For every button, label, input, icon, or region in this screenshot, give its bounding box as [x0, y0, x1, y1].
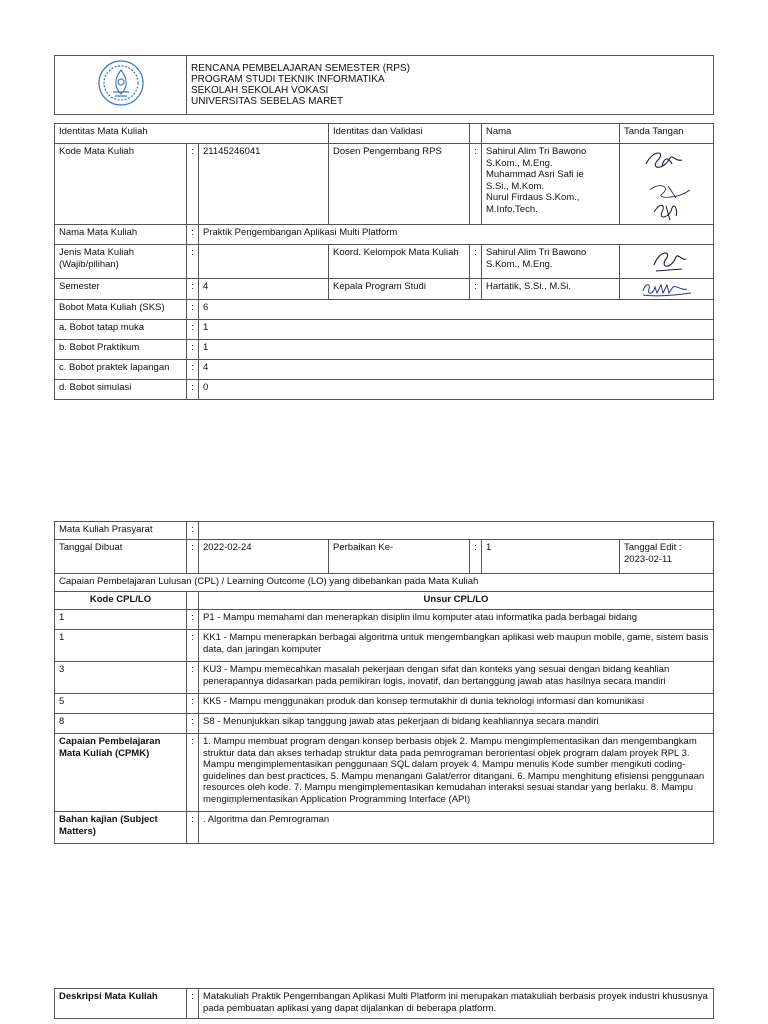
dosen-name-line: S.Si., M.Kom.	[486, 180, 545, 192]
colon: :	[187, 279, 199, 300]
nama-mk-value: Praktik Pengembangan Aplikasi Multi Platform	[199, 225, 714, 245]
colon: :	[470, 279, 482, 300]
prereq-table	[54, 521, 714, 844]
koord-signature	[620, 245, 714, 279]
tanggal-value: 2022-02-24	[199, 540, 329, 574]
perbaikan-value: 1	[482, 540, 620, 574]
cpl-kode: 5	[55, 694, 187, 714]
kode-value: 21145246041	[199, 144, 329, 225]
table-row	[55, 714, 714, 734]
colon: :	[187, 630, 199, 662]
kode-label: Kode Mata Kuliah	[55, 144, 187, 225]
colon: :	[187, 610, 199, 630]
jenis-label-line: Jenis Mata Kuliah	[59, 247, 134, 258]
rps-title: RENCANA PEMBELAJARAN SEMESTER (RPS)	[191, 63, 410, 74]
table-row	[55, 694, 714, 714]
program-name: PROGRAM STUDI TEKNIK INFORMATIKA	[191, 74, 385, 85]
unsur-cpl-header: Unsur CPL/LO	[199, 592, 714, 610]
colon: :	[470, 540, 482, 574]
colon: :	[187, 989, 199, 1019]
bahan-kajian-label: Bahan kajian (Subject Matters)	[55, 812, 187, 844]
tanggal-label: Tanggal Dibuat	[55, 540, 187, 574]
semester-value: 4	[199, 279, 329, 300]
koord-names	[482, 245, 620, 279]
university-name: UNIVERSITAS SEBELAS MARET	[191, 96, 344, 107]
kaprodi-name: Hartatik, S.Si., M.Si.	[482, 279, 620, 300]
table-row	[55, 610, 714, 630]
prasyarat-value	[199, 522, 714, 540]
cpl-kode: 3	[55, 662, 187, 694]
signature-icon	[632, 146, 702, 222]
tanggal-edit	[620, 540, 714, 574]
cpmk-value: 1. Mampu membuat program dengan konsep berbasis objek 2. Mampu mengimplementasikan dan mengembangkam struktur data dan akses terhadap struktur data pada pemrograman berorientasi objek program dalam proyek RPL 3. Mampu mengimplementasikan penggunaan SQL dalam proyek 4. Mampu menulis Kode sumber mengikuti coding-guidelines dan best practices. 5. Mampu menangani Galat/error ditangani. 6. Mampu menghitung efisiensi penggunaan resources oleh kode. 7. Mampu mengimplementasikan kemudahan interaksi sesuai standar yang berlaku. 8. Mampu mengimplementasikan Application Programming Interface (API)	[199, 734, 714, 812]
koord-name-line: S.Kom., M.Eng.	[486, 258, 553, 270]
colon: :	[187, 662, 199, 694]
praktikum-value: 1	[199, 340, 714, 360]
cpl-heading: Capaian Pembelajaran Lulusan (CPL) / Learning Outcome (LO) yang dibebankan pada Mata Kuliah	[55, 574, 714, 592]
col-tanda-tangan: Tanda Tangan	[620, 124, 714, 144]
col-identitas-mk: Identitas Mata Kuliah	[55, 124, 329, 144]
university-seal-icon	[95, 58, 147, 108]
colon: :	[187, 360, 199, 380]
dosen-name-line: Sahirul Alim Tri Bawono	[486, 146, 587, 157]
empty-cell	[187, 592, 199, 610]
dosen-name-line: Muhammad Asri Safi ie	[486, 169, 584, 180]
praktikum-label: b. Bobot Praktikum	[55, 340, 187, 360]
cpl-unsur: KK5 - Mampu menggunakan produk dan konsep termutakhir di dunia teknologi informasi dan komunikasi	[199, 694, 714, 714]
colon: :	[187, 694, 199, 714]
edit-label: Tanggal Edit :	[624, 542, 682, 553]
rps-title-block	[187, 56, 714, 115]
signature-icon	[642, 247, 692, 275]
identity-table	[54, 123, 714, 400]
tatap-muka-label: a. Bobot tatap muka	[55, 320, 187, 340]
cpl-unsur: KK1 - Mampu menerapkan berbagai algoritma untuk mengembangkan aplikasi web maupun mobile, game, sistem basis data, dan jaringan komputer	[199, 630, 714, 662]
simulasi-value: 0	[199, 380, 714, 400]
colon: :	[187, 300, 199, 320]
jenis-label-line: (Wajib/pilihan)	[59, 258, 119, 270]
tatap-muka-value: 1	[199, 320, 714, 340]
colon: :	[187, 812, 199, 844]
cpl-unsur: KU3 - Mampu memecahkan masalah pekerjaan dengan sifat dan konteks yang sesuai dengan bidang keahlian penerapannya didasarkan pada pemikiran logis, inovatif, dan bertanggung jawab atas hasilnya secara mandiri	[199, 662, 714, 694]
col-nama: Nama	[482, 124, 620, 144]
cpl-kode: 1	[55, 630, 187, 662]
perbaikan-label: Perbaikan Ke-	[329, 540, 470, 574]
colon: :	[470, 144, 482, 225]
dosen-name-line: Nurul Firdaus S.Kom.,	[486, 192, 580, 203]
bahan-kajian-value: . Algoritma dan Pemrograman	[199, 812, 714, 844]
signature-icon	[637, 281, 697, 297]
cpl-unsur: S8 - Menunjukkan sikap tanggung jawab atas pekerjaan di bidang keahliannya secara mandiri	[199, 714, 714, 734]
cpmk-label: Capaian Pembelajaran Mata Kuliah (CPMK)	[55, 734, 187, 812]
lapangan-value: 4	[199, 360, 714, 380]
colon: :	[187, 225, 199, 245]
dosen-name-line: S.Kom., M.Eng.	[486, 157, 553, 169]
school-name: SEKOLAH SEKOLAH VOKASI	[191, 85, 329, 96]
colon: :	[187, 540, 199, 574]
dosen-signatures	[620, 144, 714, 225]
kaprodi-label: Kepala Program Studi	[329, 279, 470, 300]
jenis-label	[55, 245, 187, 279]
sks-value: 6	[199, 300, 714, 320]
dosen-names	[482, 144, 620, 225]
colon: :	[187, 144, 199, 225]
simulasi-label: d. Bobot simulasi	[55, 380, 187, 400]
kode-cpl-header: Kode CPL/LO	[55, 592, 187, 610]
edit-value: 2023-02-11	[624, 553, 672, 565]
nama-mk-label: Nama Mata Kuliah	[55, 225, 187, 245]
colon: :	[187, 734, 199, 812]
header-table	[54, 55, 714, 115]
col-identitas-validasi: Identitas dan Validasi	[329, 124, 470, 144]
logo-cell	[55, 56, 187, 115]
prasyarat-label: Mata Kuliah Prasyarat	[55, 522, 187, 540]
koord-label: Koord. Kelompok Mata Kuliah	[329, 245, 470, 279]
dosen-name-line: M.Info.Tech.	[486, 203, 538, 215]
cpl-unsur: P1 - Mampu memahami dan menerapkan disiplin ilmu komputer atau informatika pada berbagai bidang	[199, 610, 714, 630]
table-row	[55, 630, 714, 662]
description-table	[54, 988, 714, 1019]
colon: :	[187, 714, 199, 734]
colon: :	[187, 522, 199, 540]
cpl-kode: 1	[55, 610, 187, 630]
colon: :	[187, 320, 199, 340]
colon: :	[187, 340, 199, 360]
jenis-value	[199, 245, 329, 279]
cpl-kode: 8	[55, 714, 187, 734]
table-row	[55, 662, 714, 694]
sks-label: Bobot Mata Kuliah (SKS)	[55, 300, 187, 320]
lapangan-label: c. Bobot praktek lapangan	[55, 360, 187, 380]
deskripsi-value: Matakuliah Praktik Pengembangan Aplikasi Multi Platform ini merupakan matakuliah berbasis proyek industri khususnya pada pembuatan aplikasi yang dapat dijalankan di beberapa platform.	[199, 989, 714, 1019]
colon: :	[470, 245, 482, 279]
koord-name-line: Sahirul Alim Tri Bawono	[486, 247, 587, 258]
deskripsi-label: Deskripsi Mata Kuliah	[55, 989, 187, 1019]
empty-cell	[470, 124, 482, 144]
colon: :	[187, 380, 199, 400]
kaprodi-signature	[620, 279, 714, 300]
dosen-label: Dosen Pengembang RPS	[329, 144, 470, 225]
semester-label: Semester	[55, 279, 187, 300]
colon: :	[187, 245, 199, 279]
